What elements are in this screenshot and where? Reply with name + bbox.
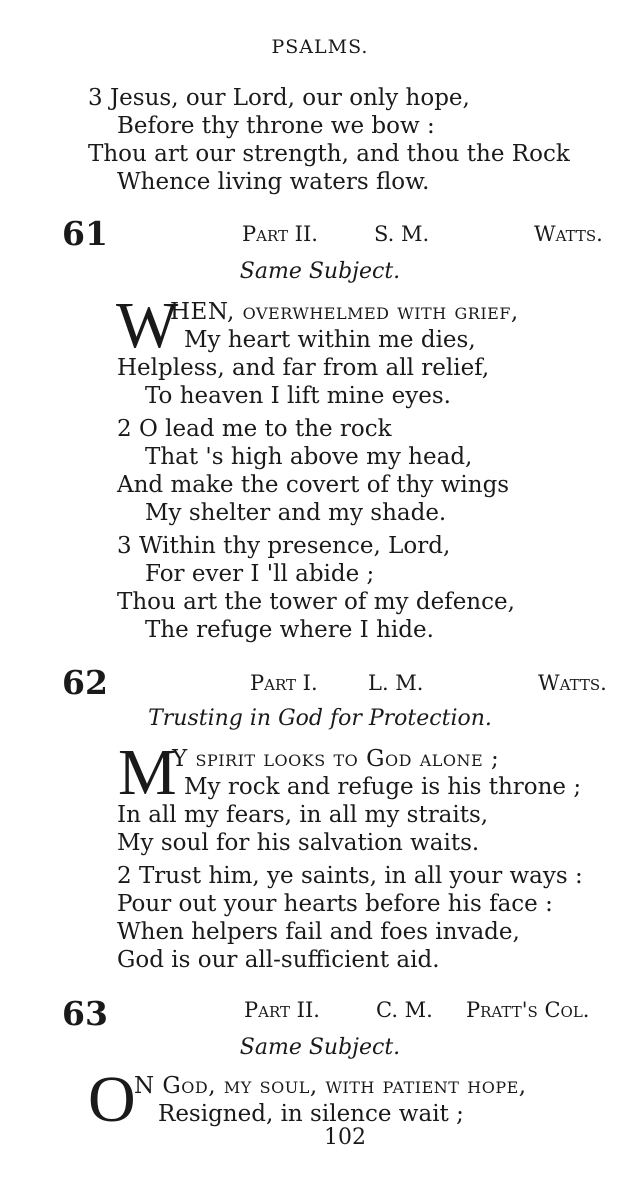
verse-line: For ever I 'll abide ; (145, 561, 375, 587)
verse-line: 3 Jesus, our Lord, our only hope, (88, 85, 470, 111)
hymn-number: 63 (62, 994, 108, 1033)
verse-line: And make the covert of thy wings (117, 472, 510, 498)
verse-line: Helpless, and far from all relief, (117, 355, 490, 381)
hymn-author: Watts. (534, 222, 603, 246)
hymn-meter: L. M. (368, 671, 424, 695)
hymn-number: 62 (62, 663, 108, 702)
verse-line: Whence living waters flow. (117, 169, 430, 195)
drop-cap: W (116, 289, 179, 362)
page-number: 102 (324, 1125, 366, 1150)
verse-line: Pour out your hearts before his face : (117, 891, 553, 917)
verse-line: My shelter and my shade. (145, 500, 447, 526)
verse-line: When helpers fail and foes invade, (117, 919, 520, 945)
verse-line: Thou art the tower of my defence, (117, 589, 515, 615)
verse-line: My rock and refuge is his throne ; (184, 774, 582, 800)
verse-line: To heaven I lift mine eyes. (145, 383, 451, 409)
hymn-subject: Trusting in God for Protection. (148, 706, 492, 731)
hymn-part: Part I. (250, 671, 318, 695)
verse-line: Y spirit looks to God alone ; (172, 746, 500, 772)
verse-line: My heart within me dies, (184, 327, 476, 353)
running-head: PSALMS. (271, 36, 369, 58)
hymn-part: Part II. (244, 998, 320, 1022)
hymn-meter: S. M. (374, 222, 430, 246)
verse-line: 2 O lead me to the rock (117, 416, 392, 442)
verse-line: Before thy throne we bow : (117, 113, 435, 139)
verse-line: HEN, overwhelmed with grief, (170, 299, 519, 325)
drop-cap: M (118, 736, 177, 809)
hymn-meter: C. M. (376, 998, 433, 1022)
verse-line: The refuge where I hide. (145, 617, 434, 643)
verse-line: That 's high above my head, (145, 444, 473, 470)
verse-line: My soul for his salvation waits. (117, 830, 480, 856)
verse-line: 3 Within thy presence, Lord, (117, 533, 451, 559)
verse-line: Resigned, in silence wait ; (158, 1101, 464, 1127)
verse-line: 2 Trust him, ye saints, in all your ways : (117, 863, 583, 889)
verse-line: In all my fears, in all my straits, (117, 802, 489, 828)
hymn-author: Pratt's Col. (466, 998, 590, 1022)
hymn-subject: Same Subject. (239, 1035, 401, 1060)
verse-line: God is our all-sufficient aid. (117, 947, 440, 973)
verse-line: Thou art our strength, and thou the Rock (88, 141, 570, 167)
hymn-part: Part II. (242, 222, 318, 246)
hymn-author: Watts. (538, 671, 607, 695)
drop-cap: O (88, 1063, 136, 1136)
hymn-subject: Same Subject. (239, 259, 401, 284)
verse-line: N God, my soul, with patient hope, (134, 1073, 527, 1099)
hymn-number: 61 (62, 214, 108, 253)
